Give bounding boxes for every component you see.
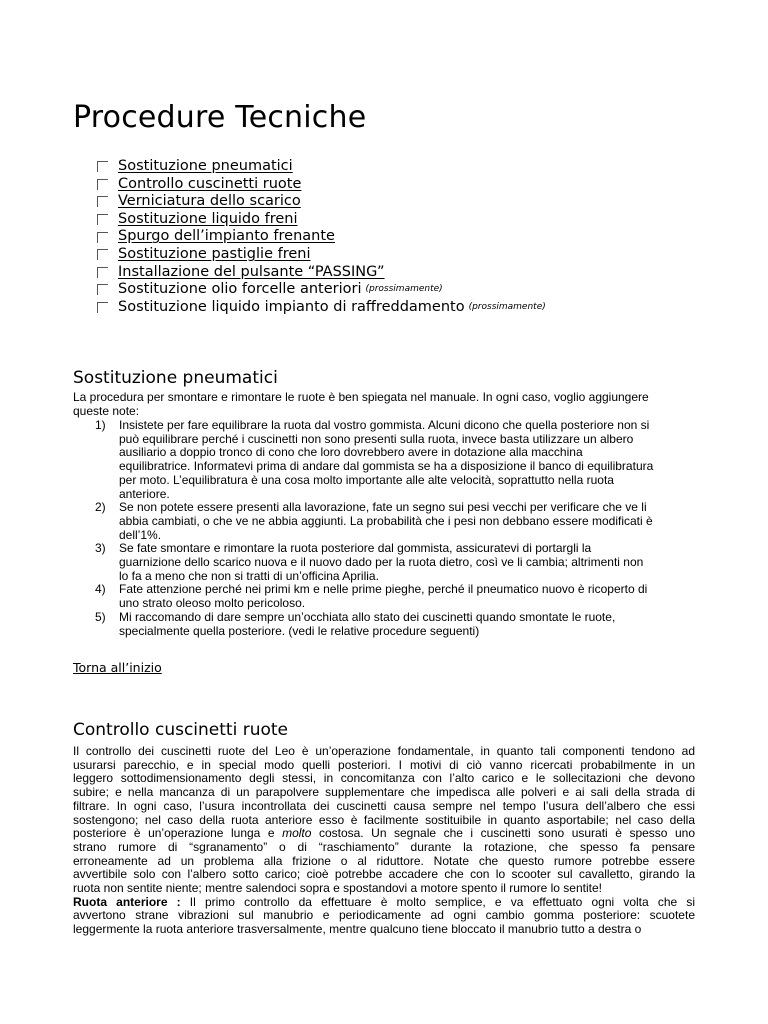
toc-item (97, 158, 546, 176)
toc-item (97, 211, 546, 229)
paragraph-line: Il controllo dei cuscinetti ruote del Leo è un’operazione fondamentale, in quanto tali componenti tendono ad (73, 744, 695, 758)
list-item-line: Se non potete essere presenti alla lavorazione, fate un segno sui pesi vecchi per verificare che ve li (119, 500, 647, 515)
list-item (73, 542, 695, 583)
section-heading-cuscinetti: Controllo cuscinetti ruote (73, 720, 289, 740)
list-number: 2) (95, 500, 106, 515)
toc-link[interactable]: Sostituzione pneumatici (118, 158, 293, 174)
checkbox-icon (97, 284, 108, 295)
paragraph-line: usurarsi parecchio, e in special modo quelli posteriori. I motivi di ciò vanno ricercati probabilmente in un (73, 757, 695, 772)
list-item-line: Fate attenzione perché nei primi km e nelle prime pieghe, perché il pneumatico nuovo è ricoperto di (119, 582, 648, 597)
list-item (73, 501, 695, 542)
checkbox-icon (97, 179, 108, 190)
toc-item (97, 299, 546, 317)
paragraph-line: Ruota anteriore : Il primo controllo da effettuare è molto semplice, e va effettuato ogni volta che si (73, 894, 695, 909)
paragraph-line: posteriore è un’operazione lunga e molto costosa. Un segnale che i cuscinetti sono usurati è spesso uno (73, 826, 696, 841)
toc-label: Sostituzione olio forcelle anteriori (118, 281, 362, 298)
back-to-top-link[interactable]: Torna all’inizio (73, 660, 162, 675)
toc-note: (prossimamente) (468, 301, 546, 312)
bold-lead: Ruota anteriore : (73, 894, 190, 909)
list-item-line: specialmente quella posteriore. (vedi le relative procedure seguenti) (119, 623, 480, 638)
list-item (73, 611, 695, 638)
paragraph-line: leggero sottodimensionamento degli stessi, in concomitanza con l’alto carico e le sollecitazioni che devono (73, 771, 695, 786)
paragraph-line: sostengono; nel caso della ruota anteriore esso è facilmente sostituibile in quanto asportabile; nel caso della (73, 812, 695, 827)
toc-link[interactable]: Sostituzione pastiglie freni (118, 245, 311, 262)
section-intro: La procedura per smontare e rimontare le ruote è ben spiegata nel manuale. In ogni caso, voglio aggiungere queste note: (73, 390, 649, 418)
toc-link[interactable]: Sostituzione liquido freni (118, 210, 298, 227)
list-item-line: dell’1%. (119, 527, 162, 542)
list-item-line: Mi raccomando di dare sempre un’occhiata allo stato dei cuscinetti quando smontate le ruote, (119, 609, 616, 624)
list-item-line: abbia cambiati, o che ve ne abbia aggiunti. La probabilità che i pesi non debbano essere modificati è (119, 513, 653, 528)
section-heading-pneumatici: Sostituzione pneumatici (73, 368, 278, 388)
paragraph-line: erroneamente ad un problema alla frizione o al riduttore. Notate che questo rumore potrebbe essere (73, 853, 695, 868)
paragraph-line: subire; e nella mancanza di un parapolvere supplementare che impedisca alle polveri e ai sali della strada di (73, 785, 695, 800)
paragraph-line: strano rumore di “sgranamento” o di “raschiamento” durante la rotazione, che spesso fa pensare (73, 839, 695, 854)
toc-item (97, 264, 546, 282)
checkbox-icon (97, 249, 108, 260)
list-item-line: Se fate smontare e rimontare la ruota posteriore dal gommista, assicuratevi di portargli la (119, 541, 592, 556)
emphasis: molto (282, 826, 312, 841)
paragraph-line: avvertono strane vibrazioni sul manubrio e periodicamente ad ogni cambio gomma posteriore: scuotete (73, 908, 695, 923)
toc-link[interactable]: Installazione del pulsante “PASSING” (118, 263, 385, 280)
list-item-line: ausiliario a doppio tronco di cono che loro dovrebbero avere in dotazione alla macchina (119, 445, 583, 460)
checkbox-icon (97, 302, 108, 313)
list-item-line: per moto. L’equilibratura è una cosa molto importante alle alte velocità, soprattutto nella ruota (119, 472, 614, 487)
paragraph-line: avvertibile solo con l’albero sotto carico; cioè potrebbe accadere che con lo scooter sul cavalletto, girando la (73, 867, 695, 882)
toc-item (97, 246, 546, 264)
paragraph-line: leggermente la ruota anteriore trasversalmente, mentre qualcuno tiene bloccato il manubrio tutto a destra o (73, 922, 642, 937)
toc-item (97, 193, 546, 211)
notes-list (73, 419, 695, 638)
toc-link[interactable]: Spurgo dell’impianto frenante (118, 228, 335, 245)
toc-link[interactable]: Controllo cuscinetti ruote (118, 175, 302, 192)
checkbox-icon (97, 161, 108, 172)
list-item (73, 583, 695, 610)
list-item (73, 419, 695, 501)
list-number: 4) (95, 582, 106, 597)
paragraph-line: filtrare. In ogni caso, l’usura incontrollata dei cuscinetti causa sempre nel tempo l’usura dell’albero che essi (73, 798, 695, 813)
list-item-line: guarnizione dello scarico nuova e il nuovo dado per la ruota dietro, così ve li cambia; altrimenti non (119, 555, 644, 570)
toc-item (97, 228, 546, 246)
list-item-line: equilibratrice. Informatevi prima di andare dal gommista se ha a disposizione il banco di equilibratura (119, 459, 654, 474)
toc-item (97, 281, 546, 299)
toc-link[interactable]: Verniciatura dello scarico (118, 193, 301, 210)
list-item-line: anteriore. (119, 486, 170, 501)
toc-label: Sostituzione liquido impianto di raffreddamento (118, 298, 465, 315)
section-body-cuscinetti (73, 745, 695, 937)
checkbox-icon (97, 196, 108, 207)
table-of-contents (97, 158, 546, 316)
toc-note: (prossimamente) (365, 284, 443, 295)
checkbox-icon (97, 267, 108, 278)
toc-item (97, 176, 546, 194)
checkbox-icon (97, 232, 108, 243)
paragraph-line: ruota non sentite niente; mentre salendoci sopra e spostandovi a motore spento il rumore lo sentite! (73, 881, 602, 896)
list-item-line: lo fa a meno che non si tratti di un’officina Aprilia. (119, 568, 379, 583)
list-item-line: può equilibrare perché i cuscinetti non sono presenti sulla ruota, invece basta utilizzare un albero (119, 431, 634, 446)
list-number: 3) (95, 541, 106, 556)
list-item-line: Insistete per fare equilibrare la ruota dal vostro gommista. Alcuni dicono che quella posteriore non si (119, 418, 650, 432)
checkbox-icon (97, 214, 108, 225)
page-title: Procedure Tecniche (73, 100, 367, 135)
list-number: 1) (95, 418, 106, 432)
list-number: 5) (95, 609, 106, 624)
list-item-line: uno strato oleoso molto pericoloso. (119, 596, 306, 611)
